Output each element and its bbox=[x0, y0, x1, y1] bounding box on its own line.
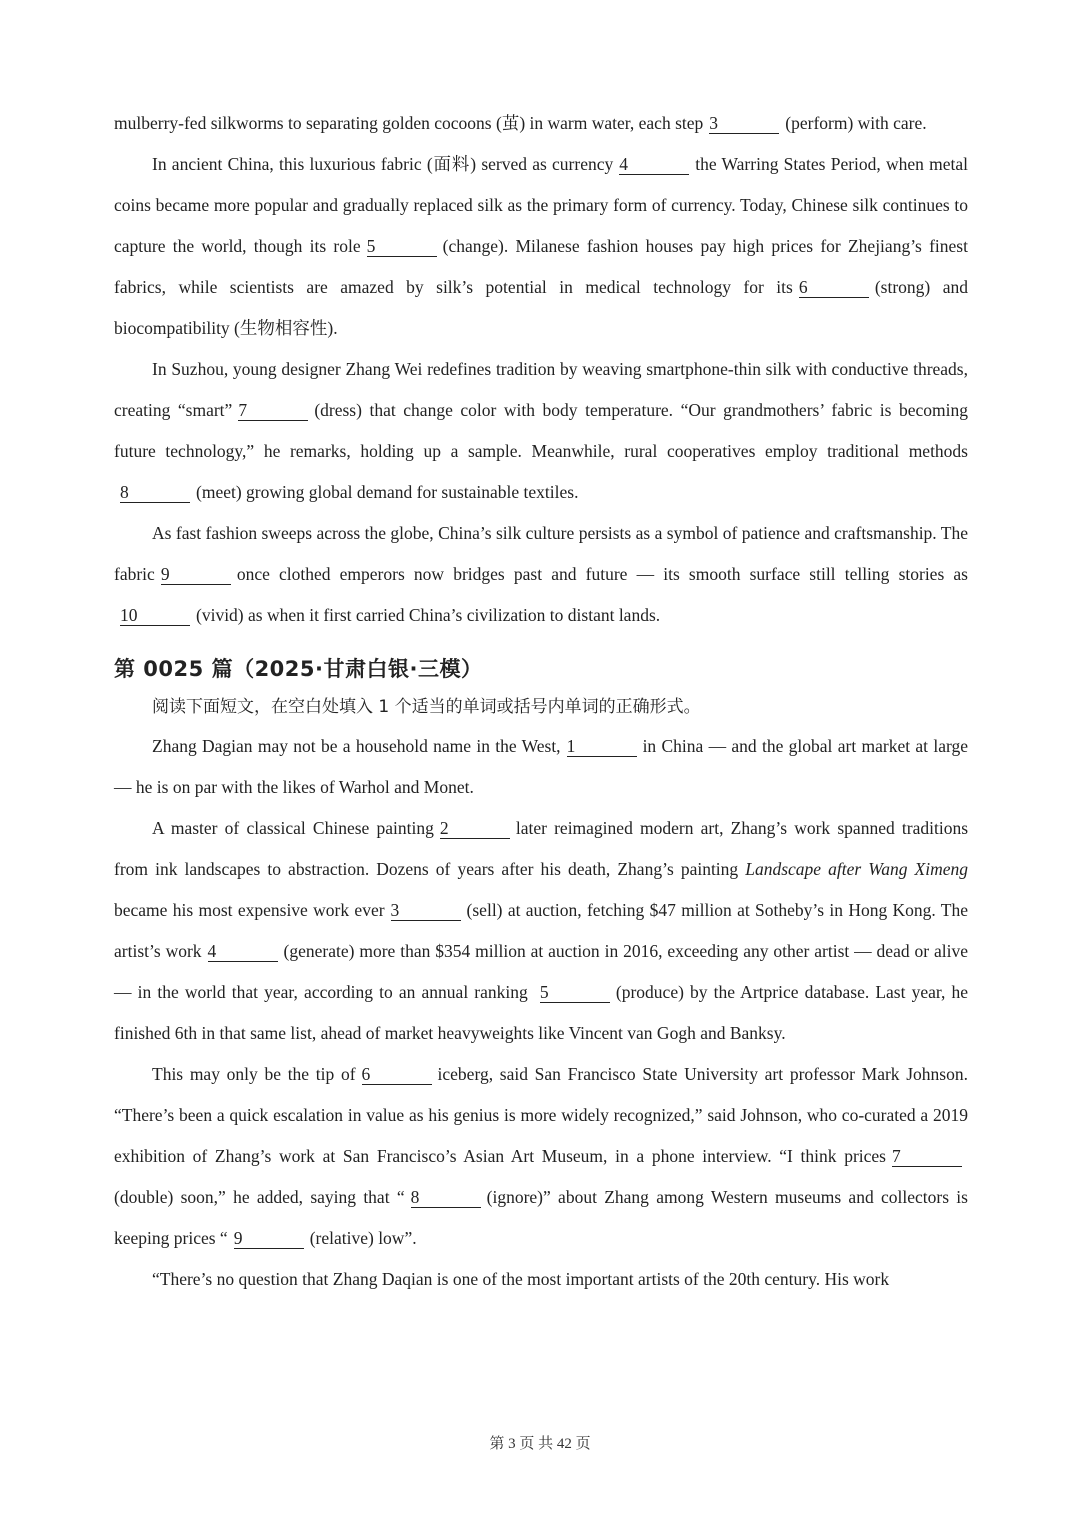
text: once clothed emperors now bridges past and future — its smooth surface still telling stories as bbox=[236, 564, 968, 584]
answer-blank: 4 bbox=[619, 154, 689, 175]
text: This may only be the tip of bbox=[152, 1064, 356, 1084]
text: (meet) growing global demand for sustainable textiles. bbox=[196, 482, 579, 502]
answer-blank: 3 bbox=[709, 113, 779, 134]
page-number-footer: 第 3 页 共 42 页 bbox=[489, 1436, 591, 1452]
answer-blank: 6 bbox=[362, 1064, 432, 1085]
section-heading: 第 0025 篇（2025·甘肃白银·三模） bbox=[114, 657, 483, 681]
artwork-title: Landscape after Wang Ximeng bbox=[745, 859, 968, 879]
text: later reimagined modern art, Zhang’s work spanned traditions from ink landscapes to abstraction. Dozens of years after his death, Zhang’s painting bbox=[114, 818, 968, 879]
instruction-text: 阅读下面短文，在空白处填入 1 个适当的单词或括号内单词的正确形式。 bbox=[152, 697, 701, 717]
text: (strong) and biocompatibility (生物相容性). bbox=[114, 277, 968, 338]
text: (sell) at auction, fetching $47 million at Sotheby’s in Hong Kong. The artist’s work bbox=[114, 900, 968, 961]
text: “There’s no question that Zhang Daqian is one of the most important artists of the 20th century. His work bbox=[152, 1269, 890, 1289]
paragraph bbox=[114, 1259, 968, 1300]
text: As fast fashion sweeps across the globe, China’s silk culture persists as a symbol of patience and craftsmanship. The fabric bbox=[114, 523, 968, 584]
paragraph bbox=[114, 103, 968, 144]
answer-blank: 9 bbox=[234, 1228, 304, 1249]
text: the Warring States Period, when metal coins became more popular and gradually replaced silk as the primary form of currency. Today, Chinese silk continues to capture the world, though its role bbox=[114, 154, 969, 256]
text: (vivid) as when it first carried China’s civilization to distant lands. bbox=[196, 605, 661, 625]
text: became his most expensive work ever bbox=[114, 900, 385, 920]
text: iceberg, said San Francisco State University art professor Mark Johnson. “There’s been a quick escalation in value as his genius is more widely recognized,” said Johnson, who co-curated a 2019 exhibition of Zhang’s work at San Francisco’s Asian Art Museum, in a phone interview. “I think prices bbox=[114, 1064, 968, 1166]
answer-blank: 10 bbox=[120, 605, 190, 626]
text: (change). Milanese fashion houses pay high prices for Zhejiang’s finest fabrics, while scientists are amazed by silk’s potential in medical technology for its bbox=[114, 236, 968, 297]
answer-blank: 6 bbox=[799, 277, 869, 298]
text: mulberry-fed silkworms to separating golden cocoons (茧) in warm water, each step bbox=[114, 113, 704, 133]
answer-blank: 5 bbox=[367, 236, 437, 257]
answer-blank: 3 bbox=[391, 900, 461, 921]
text: (dress) that change color with body temperature. “Our grandmothers’ fabric is becoming future technology,” he remarks, holding up a sample. Meanwhile, rural cooperatives employ traditional methods bbox=[114, 400, 968, 461]
answer-blank: 4 bbox=[208, 941, 278, 962]
text: (generate) more than $354 million at auction in 2016, exceeding any other artist — dead or alive — in the world that year, according to an annual ranking bbox=[114, 941, 968, 1002]
paragraph bbox=[114, 349, 968, 513]
paragraph bbox=[114, 144, 968, 349]
paragraph bbox=[114, 513, 968, 636]
text: (produce) by the Artprice database. Last year, he finished 6th in that same list, ahead of market heavyweights like Vincent van Gogh and Banksy. bbox=[114, 982, 969, 1043]
answer-blank: 8 bbox=[120, 482, 190, 503]
text: in China — and the global art market at large — he is on par with the likes of Warhol and Monet. bbox=[114, 736, 968, 797]
answer-blank: 2 bbox=[440, 818, 510, 839]
answer-blank: 9 bbox=[161, 564, 231, 585]
text: In ancient China, this luxurious fabric (面料) served as currency bbox=[152, 154, 614, 174]
text: Zhang Dagian may not be a household name in the West, bbox=[152, 736, 561, 756]
text: (double) soon,” he added, saying that “ bbox=[114, 1187, 405, 1207]
paragraph bbox=[114, 726, 968, 808]
text: In Suzhou, young designer Zhang Wei redefines tradition by weaving smartphone-thin silk with conductive threads, creating “smart” bbox=[114, 359, 968, 420]
answer-blank: 7 bbox=[892, 1146, 962, 1167]
paragraph bbox=[114, 1054, 968, 1259]
text: A master of classical Chinese painting bbox=[152, 818, 434, 838]
answer-blank: 1 bbox=[567, 736, 637, 757]
text: (relative) low”. bbox=[309, 1228, 417, 1248]
text: (ignore)” about Zhang among Western museums and collectors is keeping prices “ bbox=[114, 1187, 968, 1248]
answer-blank: 5 bbox=[540, 982, 610, 1003]
answer-blank: 7 bbox=[238, 400, 308, 421]
paragraph bbox=[114, 808, 968, 1054]
page-content bbox=[114, 103, 968, 1300]
text: (perform) with care. bbox=[785, 113, 927, 133]
answer-blank: 8 bbox=[411, 1187, 481, 1208]
